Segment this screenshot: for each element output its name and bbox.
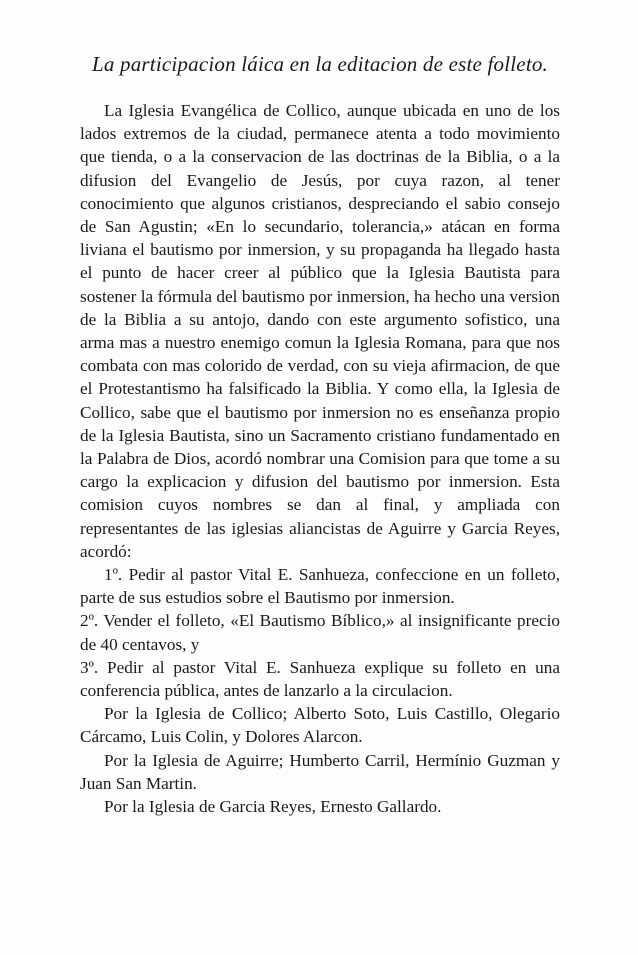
intro-paragraph: La Iglesia Evangélica de Collico, aunque ubicada en uno de los lados extremos de la ciudad, permanece atenta a todo movimiento que tienda, o a la conservacion de las doctrinas de la Biblia, o a la difusion del Evangelio de Jesús, por cuya razon, al tener conocimiento que algunos cristianos, despreciando el sabio consejo de San Agustin; «En lo secundario, tolerancia,» atácan en forma liviana el bautismo por inmersion, y su propaganda ha llegado hasta el punto de hacer creer al público que la Iglesia Bautista para sostener la fórmula del bautismo por inmersion, ha hecho una version de la Biblia a su antojo, dando con este argumento sofistico, una arma mas a nuestro enemigo comun la Iglesia Romana, para que nos combata con mas colorido de verdad, con su vieja afirmacion, de que el Protestantismo ha falsificado la Biblia. Y como ella, la Iglesia de Collico, sabe que el bautismo por inmersion no es enseñanza propio de la Iglesia Bautista, sino un Sacramento cristiano fundamentado en la Palabra de Dios, acordó nombrar una Comision para que tome a su cargo la explicacion y difusion del bautismo por inmersion. Esta comision cuyos nombres se dan al final, y ampliada con representantes de las iglesias aliancistas de Aguirre y Garcia Reyes, acordó: [80, 101, 560, 561]
resolution-item-2: 2º. Vender el folleto, «El Bautismo Bíblico,» al insignificante precio de 40 centavos, y [80, 611, 560, 654]
signatories-aguirre: Por la Iglesia de Aguirre; Humberto Carril, Hermínio Guzman y Juan San Martin. [80, 750, 560, 793]
signatories-collico: Por la Iglesia de Collico; Alberto Soto, Luis Castillo, Olegario Cárcamo, Luis Colin, y Dolores Alarcon. [80, 704, 560, 747]
resolution-item-1: 1º. Pedir al pastor Vital E. Sanhueza, confeccione en un folleto, parte de sus estudios sobre el Bautismo por inmersion. [80, 565, 560, 608]
document-title: La participacion láica en la editacion de este folleto. [92, 52, 548, 76]
resolution-item-3: 3º. Pedir al pastor Vital E. Sanhueza explique su folleto en una conferencia pública, antes de lanzarlo a la circulacion. [80, 657, 560, 701]
document-body [80, 99, 560, 818]
signatories-garcia-reyes: Por la Iglesia de Garcia Reyes, Ernesto Gallardo. [104, 797, 442, 817]
